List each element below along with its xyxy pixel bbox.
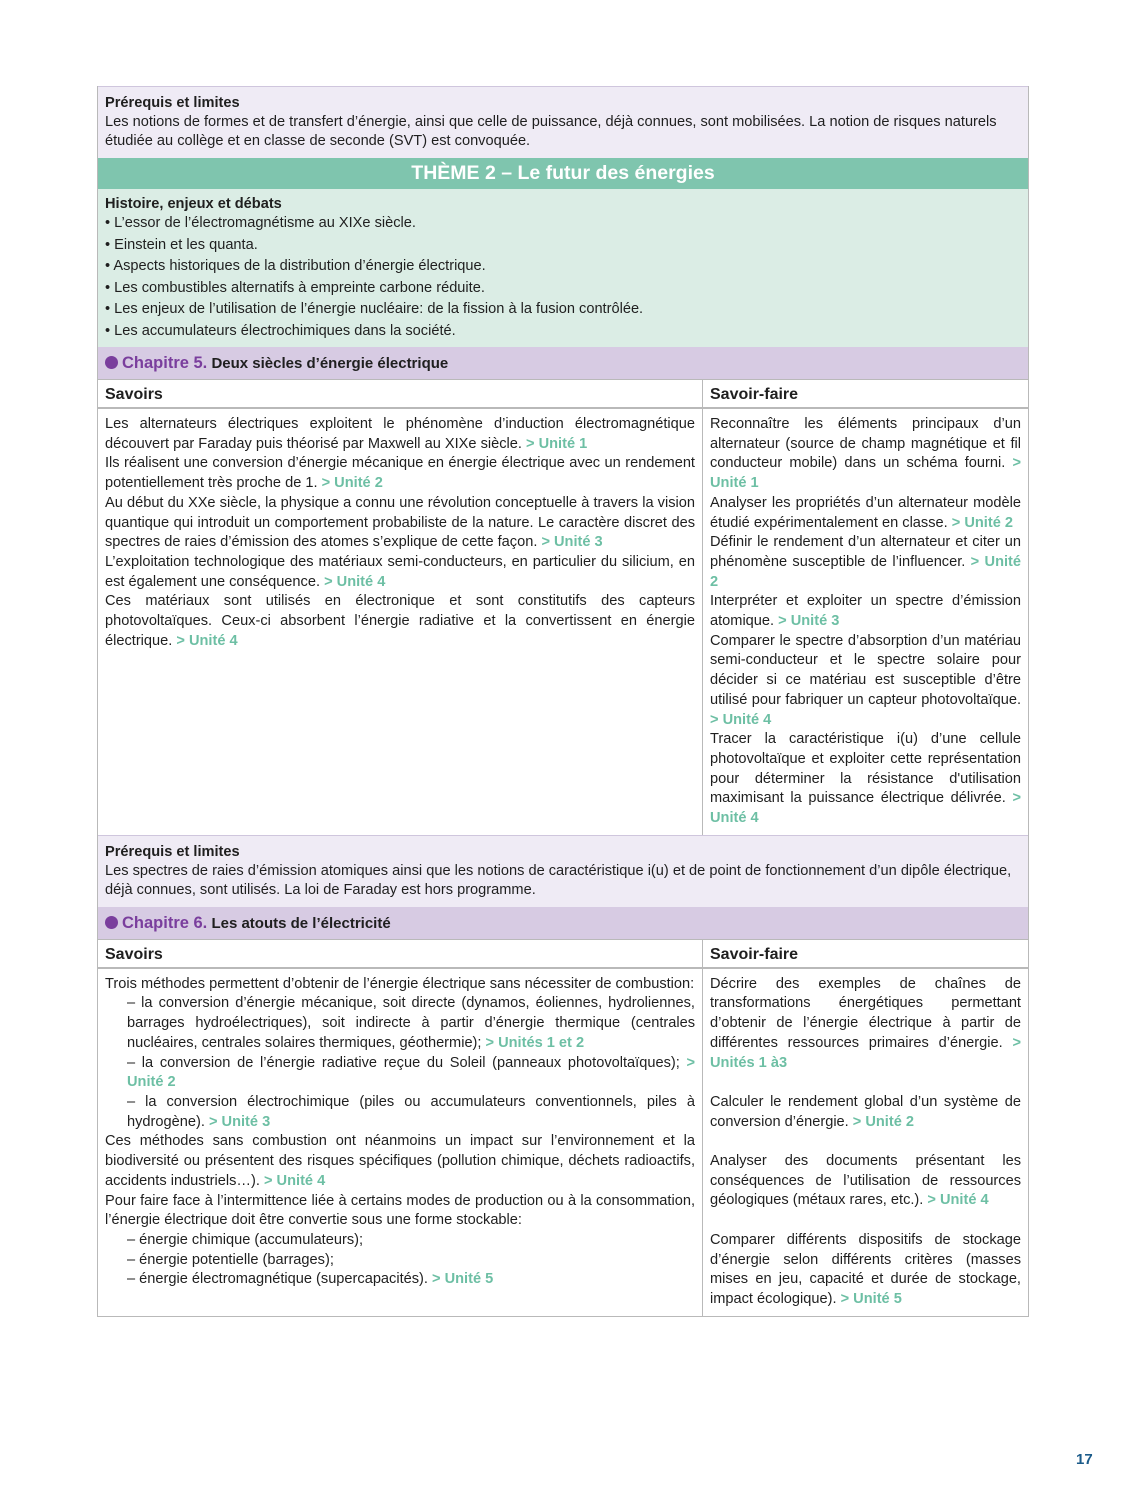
savoirs-body <box>98 409 702 657</box>
bullet-dot-icon <box>105 916 118 929</box>
chapter-6-header <box>98 907 1028 939</box>
savoir-faire-header: Savoir-faire <box>703 940 1028 969</box>
unit-link[interactable]: > Unité 2 <box>321 475 383 492</box>
unit-link[interactable]: > Unité 4 <box>324 573 386 590</box>
unit-link[interactable]: > Unité 3 <box>208 1113 271 1130</box>
savoir-faire-item: Tracer la caractéristique i(u) d’une cellule photovoltaïque et exploiter cette représentation pour déterminer la résistance d'utilisation maximisant la puissance électrique délivrée. > Unité 4 <box>710 731 1021 827</box>
savoir-faire-item: Comparer différents dispositifs de stockage d’énergie selon différents critères (masses mises en jeu, capacité et durée de stockage, impact écologique). > Unité 5 <box>710 1231 1021 1307</box>
chapter-name: Les atouts de l’électricité <box>211 914 391 932</box>
unit-link[interactable]: > Unité 2 <box>852 1113 915 1130</box>
chapter-6-table <box>98 939 1028 1317</box>
histoire-item: • Les enjeux de l’utilisation de l’énergie nucléaire: de la fission à la fusion contrôlée. <box>105 301 644 317</box>
spacer <box>710 1132 1021 1152</box>
histoire-section <box>98 189 1028 347</box>
savoirs-body <box>98 969 702 1296</box>
histoire-item: • L’essor de l’électromagnétisme au XIXe siècle. <box>105 215 416 231</box>
savoir-faire-column <box>703 940 1028 1316</box>
unit-link[interactable]: > Unité 5 <box>840 1290 902 1307</box>
prereq-text: Les spectres de raies d’émission atomiques ainsi que les notions de caractéristique i(u) et de point de fonctionnement d’un dipôle électrique, déjà connues, sont utilisés. La loi de Faraday est hors programme. <box>105 862 1012 898</box>
savoir-intro: Trois méthodes permettent d’obtenir de l’énergie électrique sans nécessiter de combustion: <box>105 975 695 992</box>
savoirs-column <box>98 940 703 1316</box>
unit-link[interactable]: > Unité 4 <box>927 1192 989 1209</box>
prereq-top <box>98 86 1028 158</box>
unit-link[interactable]: > Unité 4 <box>176 632 238 649</box>
method-item: – la conversion électrochimique (piles ou accumulateurs conventionnels, piles à hydrogène). > Unité 3 <box>127 1093 695 1130</box>
unit-link[interactable]: > Unité 1 <box>526 435 588 452</box>
histoire-title: Histoire, enjeux et débats <box>105 196 282 212</box>
unit-link[interactable]: > Unité 2 <box>710 553 1022 590</box>
savoirs-header: Savoirs <box>98 380 702 409</box>
histoire-item: • Les accumulateurs électrochimiques dans la société. <box>105 322 456 339</box>
theme-header: THÈME 2 – Le futur des énergies <box>98 158 1028 189</box>
method-item: – la conversion de l’énergie radiative reçue du Soleil (panneaux photovoltaïques); > Unité 2 <box>127 1054 695 1091</box>
unit-link[interactable]: > Unités 1 à3 <box>710 1034 1021 1071</box>
savoir-faire-item: Décrire des exemples de chaînes de transformations énergétiques permettant d’obtenir de l’énergie électrique à partir de différentes ressources primaires d’énergie. > Unités 1 à3 <box>710 975 1021 1071</box>
chapter-5-table <box>98 379 1028 835</box>
storage-intro: Pour faire face à l’intermittence liée à certains modes de production ou à la consommation, l’énergie électrique doit être convertie sous une forme stockable: <box>105 1192 695 1229</box>
chapter-5-header <box>98 347 1028 379</box>
spacer <box>710 1073 1021 1093</box>
unit-link[interactable]: > Unité 4 <box>710 711 772 728</box>
savoir-faire-column <box>703 380 1028 835</box>
unit-link[interactable]: > Unité 4 <box>710 790 1021 827</box>
prereq-title: Prérequis et limites <box>105 843 240 860</box>
storage-item: – énergie électromagnétique (supercapacités). > Unité 5 <box>127 1271 494 1288</box>
bullet-dot-icon <box>105 356 118 369</box>
program-table <box>97 86 1029 1317</box>
savoir-faire-item: Calculer le rendement global d’un système de conversion d’énergie. > Unité 2 <box>710 1093 1021 1130</box>
savoir-item: Ils réalisent une conversion d’énergie mécanique en énergie électrique avec un rendement potentiellement très proche de 1. > Unité 2 <box>105 455 695 492</box>
savoir-faire-body <box>703 969 1028 1316</box>
savoir-faire-item: Comparer le spectre d’absorption d’un matériau semi-conducteur et le spectre solaire pour décider si ce matériau est susceptible d’être utilisé pour fabriquer un capteur photovoltaïque. > Unité 4 <box>710 632 1021 728</box>
unit-link[interactable]: > Unité 5 <box>432 1271 494 1288</box>
chapter-number: Chapitre 5. <box>122 354 208 372</box>
chapter-name: Deux siècles d’énergie électrique <box>211 355 449 372</box>
prereq-title: Prérequis et limites <box>105 95 240 111</box>
savoir-faire-body <box>703 409 1028 835</box>
savoir-faire-item: Reconnaître les éléments principaux d’un alternateur (source de champ magnétique et fil conducteur mobile) dans un schéma fourni. > Unité 1 <box>710 416 1021 492</box>
unit-link[interactable]: > Unités 1 et 2 <box>485 1034 585 1051</box>
unit-link[interactable]: > Unité 4 <box>263 1172 326 1189</box>
spacer <box>710 1211 1021 1231</box>
unit-link[interactable]: > Unité 1 <box>710 455 1021 492</box>
savoir-faire-item: Définir le rendement d’un alternateur et citer un phénomène susceptible de l’influencer. > Unité 2 <box>710 534 1022 590</box>
chapter-number: Chapitre 6. <box>122 913 208 932</box>
histoire-item: • Aspects historiques de la distribution d’énergie électrique. <box>105 258 486 274</box>
savoirs-header: Savoirs <box>98 940 702 969</box>
histoire-item: • Einstein et les quanta. <box>105 236 258 253</box>
prereq-text: Les notions de formes et de transfert d’énergie, ainsi que celle de puissance, déjà connues, sont mobilisées. La notion de risques naturels étudiée au collège et en classe de seconde (SVT) est convoquée. <box>105 114 997 149</box>
savoir-faire-header: Savoir-faire <box>703 380 1028 409</box>
savoir-item: Les alternateurs électriques exploitent le phénomène d’induction électromagnétique découvert par Faraday puis théorisé par Maxwell au XIXe siècle. > Unité 1 <box>105 416 695 452</box>
unit-link[interactable]: > Unité 2 <box>127 1054 695 1091</box>
impact-item: Ces méthodes sans combustion ont néanmoins un impact sur l’environnement et la biodiversité ou présentent des risques spécifiques (pollution chimique, déchets radioactifs, accidents industriels…). > Unité 4 <box>105 1133 695 1189</box>
histoire-item: • Les combustibles alternatifs à empreinte carbone réduite. <box>105 279 485 296</box>
unit-link[interactable]: > Unité 2 <box>951 514 1013 531</box>
page-number: 17 <box>1076 1451 1093 1468</box>
chapter-5-prereq <box>98 835 1028 907</box>
savoir-faire-item: Interpréter et exploiter un spectre d’émission atomique. > Unité 3 <box>710 593 1021 630</box>
savoir-faire-item: Analyser les propriétés d’un alternateur modèle étudié expérimentalement en classe. > Unité 2 <box>710 494 1021 531</box>
savoir-faire-item: Analyser des documents présentant les conséquences de l’utilisation de ressources géologiques (métaux rares, etc.). > Unité 4 <box>710 1153 1021 1209</box>
unit-link[interactable]: > Unité 3 <box>778 613 840 630</box>
savoir-item: L’exploitation technologique des matériaux semi-conducteurs, en particulier du silicium, en est également une conséquence. > Unité 4 <box>105 553 695 590</box>
savoir-item: Au début du XXe siècle, la physique a connu une révolution conceptuelle à travers la vision quantique qui introduit un comportement probabiliste de la nature. Le caractère discret des spectres de raies d’émission des atomes s’explique de cette façon. > Unité 3 <box>105 494 695 551</box>
unit-link[interactable]: > Unité 3 <box>541 534 603 551</box>
storage-item: – énergie potentielle (barrages); <box>127 1251 334 1268</box>
savoirs-column <box>98 380 703 835</box>
method-item: – la conversion d’énergie mécanique, soit directe (dynamos, éoliennes, hydroliennes, barrages hydroélectriques), soit indirecte à partir d’énergie thermique (centrales nucléaires, centrales solaires thermiques, géothermie); > Unités 1 et 2 <box>127 995 695 1051</box>
storage-item: – énergie chimique (accumulateurs); <box>127 1231 364 1248</box>
savoir-item: Ces matériaux sont utilisés en électronique et sont constitutifs des capteurs photovoltaïques. Ceux-ci absorbent l’énergie radiative et la convertissent en énergie électrique. > Unité 4 <box>105 593 695 649</box>
